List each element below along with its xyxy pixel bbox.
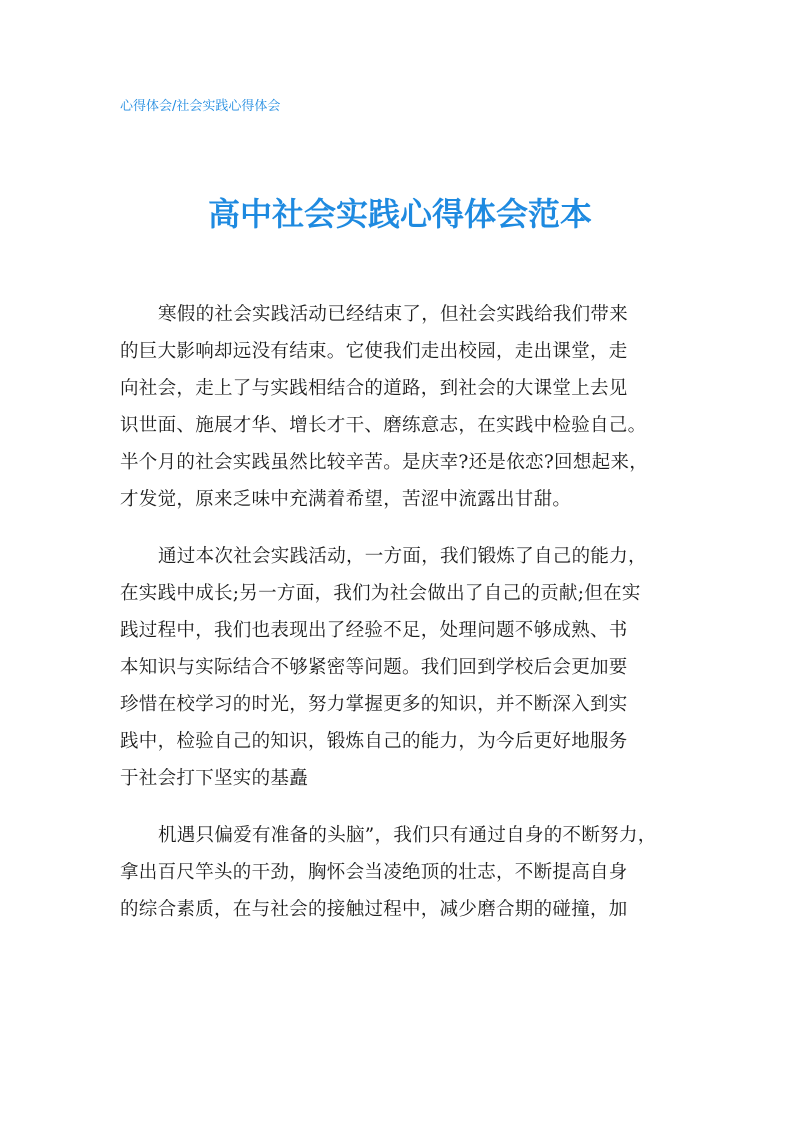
paragraph-line: 在实践中成长;另一方面，我们为社会做出了自己的贡献;但在实 — [120, 583, 641, 604]
paragraph-line: 珍惜在校学习的时光，努力掌握更多的知识，并不断深入到实 — [120, 694, 628, 715]
paragraph-line: 向社会，走上了与实践相结合的道路，到社会的大课堂上去见 — [120, 378, 628, 399]
paragraph-line: 拿出百尺竿头的干劲，胸怀会当凌绝顶的壮志，不断提高自身 — [120, 862, 628, 883]
paragraph-line: 的巨大影响却远没有结束。它使我们走出校园，走出课堂，走 — [120, 341, 628, 362]
paragraph-line: 寒假的社会实践活动已经结束了，但社会实践给我们带来 — [158, 304, 629, 325]
paragraph-line: 才发觉，原来乏味中充满着希望，苦涩中流露出甘甜。 — [120, 489, 572, 510]
paragraph-line: 机遇只偏爱有准备的头脑”，我们只有通过自身的不断努力， — [158, 825, 657, 846]
paragraph-line: 半个月的社会实践虽然比较辛苦。是庆幸?还是依恋?回想起来， — [120, 452, 649, 473]
paragraph-line: 通过本次社会实践活动，一方面，我们锻炼了自己的能力， — [158, 546, 647, 567]
paragraph-line: 本知识与实际结合不够紧密等问题。我们回到学校后会更加要 — [120, 657, 628, 678]
paragraph-line: 践过程中，我们也表现出了经验不足，处理问题不够成熟、书 — [120, 620, 628, 641]
paragraph-line: 的综合素质，在与社会的接触过程中，减少磨合期的碰撞，加 — [120, 899, 628, 920]
paragraph-line: 于社会打下坚实的基矗 — [120, 768, 309, 789]
paragraph-2 — [120, 538, 690, 797]
paragraph-line: 践中，检验自己的知识，锻炼自己的能力，为今后更好地服务 — [120, 731, 628, 752]
article-body — [120, 296, 690, 948]
paragraph-3 — [120, 817, 690, 928]
paragraph-line: 识世面、施展才华、增长才干、磨练意志，在实践中检验自己。 — [120, 415, 647, 436]
paragraph-1 — [120, 296, 690, 518]
breadcrumb[interactable]: 心得体会/社会实践心得体会 — [120, 99, 281, 114]
page-title: 高中社会实践心得体会范本 — [207, 195, 592, 233]
